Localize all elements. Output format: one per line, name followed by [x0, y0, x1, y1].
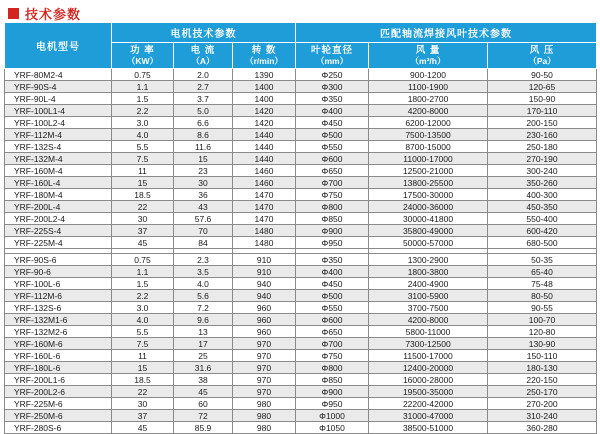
value-cell: 37	[112, 225, 174, 237]
table-row	[5, 105, 597, 117]
value-cell: 1800-2700	[369, 93, 488, 105]
value-cell: 1440	[233, 129, 296, 141]
value-cell: 2.0	[174, 69, 233, 81]
value-cell: 80-50	[488, 290, 597, 302]
value-cell: 4200-8000	[369, 314, 488, 326]
value-cell: 200-150	[488, 117, 597, 129]
value-cell: 15	[112, 362, 174, 374]
value-cell: 5.5	[112, 326, 174, 338]
value-cell: 22	[112, 201, 174, 213]
col-header-current: 电 流 （A）	[174, 43, 233, 69]
value-cell: 13	[174, 326, 233, 338]
value-cell: 5.6	[174, 290, 233, 302]
value-cell: 550-400	[488, 213, 597, 225]
value-cell: 1460	[233, 165, 296, 177]
value-cell: 45	[174, 386, 233, 398]
value-cell: 11000-17000	[369, 153, 488, 165]
value-cell: 1400	[233, 81, 296, 93]
value-cell: 600-420	[488, 225, 597, 237]
table-row	[5, 69, 597, 81]
value-cell: 250-170	[488, 386, 597, 398]
value-cell: 17	[174, 338, 233, 350]
value-cell: 18.5	[112, 189, 174, 201]
value-cell: Φ500	[296, 129, 369, 141]
value-cell: 2400-4900	[369, 278, 488, 290]
model-cell: YRF-225S-4	[5, 225, 112, 237]
model-cell: YRF-280S-6	[5, 422, 112, 434]
value-cell: 980	[233, 398, 296, 410]
value-cell: 30	[174, 177, 233, 189]
model-cell: YRF-180L-6	[5, 362, 112, 374]
value-cell: 960	[233, 302, 296, 314]
table-row	[5, 254, 597, 266]
table-row	[5, 290, 597, 302]
value-cell: Φ650	[296, 326, 369, 338]
value-cell: Φ600	[296, 153, 369, 165]
value-cell: 6.6	[174, 117, 233, 129]
value-cell: 150-90	[488, 93, 597, 105]
value-cell: Φ450	[296, 278, 369, 290]
value-cell: 45	[112, 237, 174, 249]
value-cell: Φ1050	[296, 422, 369, 434]
value-cell: 45	[112, 422, 174, 434]
model-cell: YRF-160M-4	[5, 165, 112, 177]
value-cell: 350-260	[488, 177, 597, 189]
value-cell: 18.5	[112, 374, 174, 386]
value-cell: 8700-15000	[369, 141, 488, 153]
value-cell: 4.0	[112, 314, 174, 326]
col-header-model: 电机型号	[5, 23, 112, 69]
value-cell: 1420	[233, 117, 296, 129]
value-cell: 120-80	[488, 326, 597, 338]
value-cell: Φ400	[296, 105, 369, 117]
model-cell: YRF-160M-6	[5, 338, 112, 350]
value-cell: 900-1200	[369, 69, 488, 81]
value-cell: 100-70	[488, 314, 597, 326]
model-cell: YRF-90S-6	[5, 254, 112, 266]
model-cell: YRF-90L-4	[5, 93, 112, 105]
value-cell: 970	[233, 386, 296, 398]
value-cell: 1800-3800	[369, 266, 488, 278]
value-cell: 400-300	[488, 189, 597, 201]
table-row	[5, 362, 597, 374]
table-row	[5, 141, 597, 153]
value-cell: Φ800	[296, 201, 369, 213]
value-cell: 30	[112, 398, 174, 410]
value-cell: 960	[233, 314, 296, 326]
value-cell: 120-65	[488, 81, 597, 93]
value-cell: 170-110	[488, 105, 597, 117]
value-cell: 11500-17000	[369, 350, 488, 362]
value-cell: Φ250	[296, 69, 369, 81]
table-row	[5, 93, 597, 105]
value-cell: Φ1000	[296, 410, 369, 422]
value-cell: 4.0	[112, 129, 174, 141]
model-cell: YRF-100L1-4	[5, 105, 112, 117]
model-cell: YRF-90S-4	[5, 81, 112, 93]
value-cell: 1.5	[112, 278, 174, 290]
value-cell: 1.5	[112, 93, 174, 105]
table-row	[5, 129, 597, 141]
value-cell: Φ450	[296, 117, 369, 129]
value-cell: 970	[233, 374, 296, 386]
model-cell: YRF-100L2-4	[5, 117, 112, 129]
table-row	[5, 225, 597, 237]
value-cell: 3.5	[174, 266, 233, 278]
value-cell: 12500-21000	[369, 165, 488, 177]
value-cell: Φ900	[296, 225, 369, 237]
value-cell: 910	[233, 254, 296, 266]
value-cell: 65-40	[488, 266, 597, 278]
value-cell: 1470	[233, 189, 296, 201]
value-cell: Φ600	[296, 314, 369, 326]
col-header-air-pressure: 风 压 （Pa）	[488, 43, 597, 69]
value-cell: 1390	[233, 69, 296, 81]
value-cell: 19500-35000	[369, 386, 488, 398]
value-cell: Φ350	[296, 93, 369, 105]
value-cell: Φ550	[296, 141, 369, 153]
value-cell: 250-180	[488, 141, 597, 153]
value-cell: Φ850	[296, 213, 369, 225]
model-cell: YRF-90-6	[5, 266, 112, 278]
model-cell: YRF-100L-6	[5, 278, 112, 290]
model-cell: YRF-200L2-4	[5, 213, 112, 225]
value-cell: 75-48	[488, 278, 597, 290]
model-cell: YRF-160L-4	[5, 177, 112, 189]
value-cell: 970	[233, 338, 296, 350]
value-cell: 7500-13500	[369, 129, 488, 141]
table-row	[5, 326, 597, 338]
value-cell: 38500-51000	[369, 422, 488, 434]
value-cell: 35800-49000	[369, 225, 488, 237]
model-cell: YRF-225M-4	[5, 237, 112, 249]
value-cell: 24000-36000	[369, 201, 488, 213]
value-cell: Φ700	[296, 177, 369, 189]
value-cell: 910	[233, 266, 296, 278]
value-cell: 12400-20000	[369, 362, 488, 374]
value-cell: 220-150	[488, 374, 597, 386]
value-cell: 1400	[233, 93, 296, 105]
value-cell: 150-110	[488, 350, 597, 362]
value-cell: 7.5	[112, 153, 174, 165]
value-cell: 680-500	[488, 237, 597, 249]
table-row	[5, 81, 597, 93]
value-cell: 50000-57000	[369, 237, 488, 249]
table-row	[5, 350, 597, 362]
value-cell: 360-280	[488, 422, 597, 434]
section-title	[0, 0, 600, 22]
value-cell: 60	[174, 398, 233, 410]
col-header-impeller-diameter: 叶轮直径 （mm）	[296, 43, 369, 69]
value-cell: Φ500	[296, 290, 369, 302]
value-cell: Φ350	[296, 254, 369, 266]
model-cell: YRF-112M-6	[5, 290, 112, 302]
value-cell: 5800-11000	[369, 326, 488, 338]
value-cell: 270-200	[488, 398, 597, 410]
value-cell: 5.0	[174, 105, 233, 117]
value-cell: 31000-47000	[369, 410, 488, 422]
value-cell: 2.7	[174, 81, 233, 93]
value-cell: 85.9	[174, 422, 233, 434]
col-header-air-volume: 风 量 （m³/h）	[369, 43, 488, 69]
spec-table	[4, 22, 597, 434]
table-row	[5, 302, 597, 314]
table-row	[5, 189, 597, 201]
table-body	[5, 69, 597, 434]
value-cell: 2.2	[112, 105, 174, 117]
value-cell: 9.6	[174, 314, 233, 326]
value-cell: 130-90	[488, 338, 597, 350]
value-cell: 11	[112, 165, 174, 177]
value-cell: 940	[233, 278, 296, 290]
value-cell: 270-190	[488, 153, 597, 165]
value-cell: 1440	[233, 141, 296, 153]
value-cell: 11	[112, 350, 174, 362]
value-cell: 16000-28000	[369, 374, 488, 386]
model-cell: YRF-112M-4	[5, 129, 112, 141]
model-cell: YRF-132S-4	[5, 141, 112, 153]
value-cell: 1470	[233, 201, 296, 213]
col-header-power: 功 率 （KW）	[112, 43, 174, 69]
value-cell: 1100-1900	[369, 81, 488, 93]
value-cell: 980	[233, 422, 296, 434]
group-header-fan: 匹配轴流焊接风叶技术参数	[296, 23, 597, 43]
table-row	[5, 266, 597, 278]
value-cell: 90-50	[488, 69, 597, 81]
value-cell: 960	[233, 326, 296, 338]
table-row	[5, 314, 597, 326]
col-header-speed: 转 数 （r/min）	[233, 43, 296, 69]
value-cell: 3.0	[112, 302, 174, 314]
value-cell: Φ900	[296, 386, 369, 398]
value-cell: 1470	[233, 213, 296, 225]
value-cell: 7.5	[112, 338, 174, 350]
value-cell: 7.2	[174, 302, 233, 314]
value-cell: 3.0	[112, 117, 174, 129]
value-cell: 22	[112, 386, 174, 398]
table-row	[5, 201, 597, 213]
value-cell: 980	[233, 410, 296, 422]
value-cell: 7300-12500	[369, 338, 488, 350]
table-row	[5, 237, 597, 249]
value-cell: Φ400	[296, 266, 369, 278]
value-cell: 11.6	[174, 141, 233, 153]
value-cell: 43	[174, 201, 233, 213]
value-cell: 450-350	[488, 201, 597, 213]
value-cell: 1460	[233, 177, 296, 189]
model-cell: YRF-160L-6	[5, 350, 112, 362]
value-cell: 50-35	[488, 254, 597, 266]
model-cell: YRF-250M-6	[5, 410, 112, 422]
value-cell: 37	[112, 410, 174, 422]
value-cell: 5.5	[112, 141, 174, 153]
value-cell: 30	[112, 213, 174, 225]
model-cell: YRF-200L-4	[5, 201, 112, 213]
value-cell: Φ300	[296, 81, 369, 93]
value-cell: 1300-2900	[369, 254, 488, 266]
value-cell: 25	[174, 350, 233, 362]
value-cell: 0.75	[112, 254, 174, 266]
table-row	[5, 386, 597, 398]
table-row	[5, 117, 597, 129]
value-cell: Φ950	[296, 398, 369, 410]
value-cell: 1.1	[112, 266, 174, 278]
model-cell: YRF-132M1-6	[5, 314, 112, 326]
model-cell: YRF-132M2-6	[5, 326, 112, 338]
table-row	[5, 153, 597, 165]
value-cell: 15	[174, 153, 233, 165]
value-cell: 230-160	[488, 129, 597, 141]
table-row	[5, 165, 597, 177]
table-row	[5, 398, 597, 410]
table-header	[5, 23, 597, 69]
value-cell: Φ650	[296, 165, 369, 177]
value-cell: 31.6	[174, 362, 233, 374]
value-cell: 38	[174, 374, 233, 386]
value-cell: 15	[112, 177, 174, 189]
model-cell: YRF-200L1-6	[5, 374, 112, 386]
value-cell: Φ750	[296, 189, 369, 201]
value-cell: 17500-30000	[369, 189, 488, 201]
value-cell: Φ550	[296, 302, 369, 314]
value-cell: 940	[233, 290, 296, 302]
value-cell: 2.3	[174, 254, 233, 266]
model-cell: YRF-180M-4	[5, 189, 112, 201]
value-cell: Φ750	[296, 350, 369, 362]
model-cell: YRF-132S-6	[5, 302, 112, 314]
value-cell: 970	[233, 362, 296, 374]
table-row	[5, 374, 597, 386]
table-row	[5, 422, 597, 434]
value-cell: 84	[174, 237, 233, 249]
value-cell: 1.1	[112, 81, 174, 93]
table-row	[5, 177, 597, 189]
value-cell: 310-240	[488, 410, 597, 422]
value-cell: 13800-25500	[369, 177, 488, 189]
value-cell: 1420	[233, 105, 296, 117]
table-row	[5, 410, 597, 422]
value-cell: 2.2	[112, 290, 174, 302]
table-row	[5, 213, 597, 225]
model-cell: YRF-225M-6	[5, 398, 112, 410]
value-cell: 3700-7500	[369, 302, 488, 314]
value-cell: 72	[174, 410, 233, 422]
model-cell: YRF-200L2-6	[5, 386, 112, 398]
value-cell: 4.0	[174, 278, 233, 290]
value-cell: 0.75	[112, 69, 174, 81]
value-cell: 36	[174, 189, 233, 201]
value-cell: Φ950	[296, 237, 369, 249]
group-header-motor: 电机技术参数	[112, 23, 296, 43]
page-title: 技术参数	[25, 7, 82, 22]
value-cell: Φ700	[296, 338, 369, 350]
value-cell: 3100-5900	[369, 290, 488, 302]
table-row	[5, 278, 597, 290]
model-cell: YRF-132M-4	[5, 153, 112, 165]
value-cell: 22200-42000	[369, 398, 488, 410]
value-cell: 1480	[233, 225, 296, 237]
value-cell: 1440	[233, 153, 296, 165]
model-cell: YRF-80M2-4	[5, 69, 112, 81]
table-row	[5, 338, 597, 350]
value-cell: 1480	[233, 237, 296, 249]
value-cell: Φ850	[296, 374, 369, 386]
value-cell: Φ800	[296, 362, 369, 374]
value-cell: 70	[174, 225, 233, 237]
value-cell: 3.7	[174, 93, 233, 105]
value-cell: 23	[174, 165, 233, 177]
value-cell: 970	[233, 350, 296, 362]
value-cell: 30000-41800	[369, 213, 488, 225]
value-cell: 90-55	[488, 302, 597, 314]
red-square-icon	[8, 8, 19, 19]
value-cell: 6200-12000	[369, 117, 488, 129]
value-cell: 57.6	[174, 213, 233, 225]
value-cell: 300-240	[488, 165, 597, 177]
value-cell: 8.6	[174, 129, 233, 141]
value-cell: 180-130	[488, 362, 597, 374]
value-cell: 4200-8000	[369, 105, 488, 117]
